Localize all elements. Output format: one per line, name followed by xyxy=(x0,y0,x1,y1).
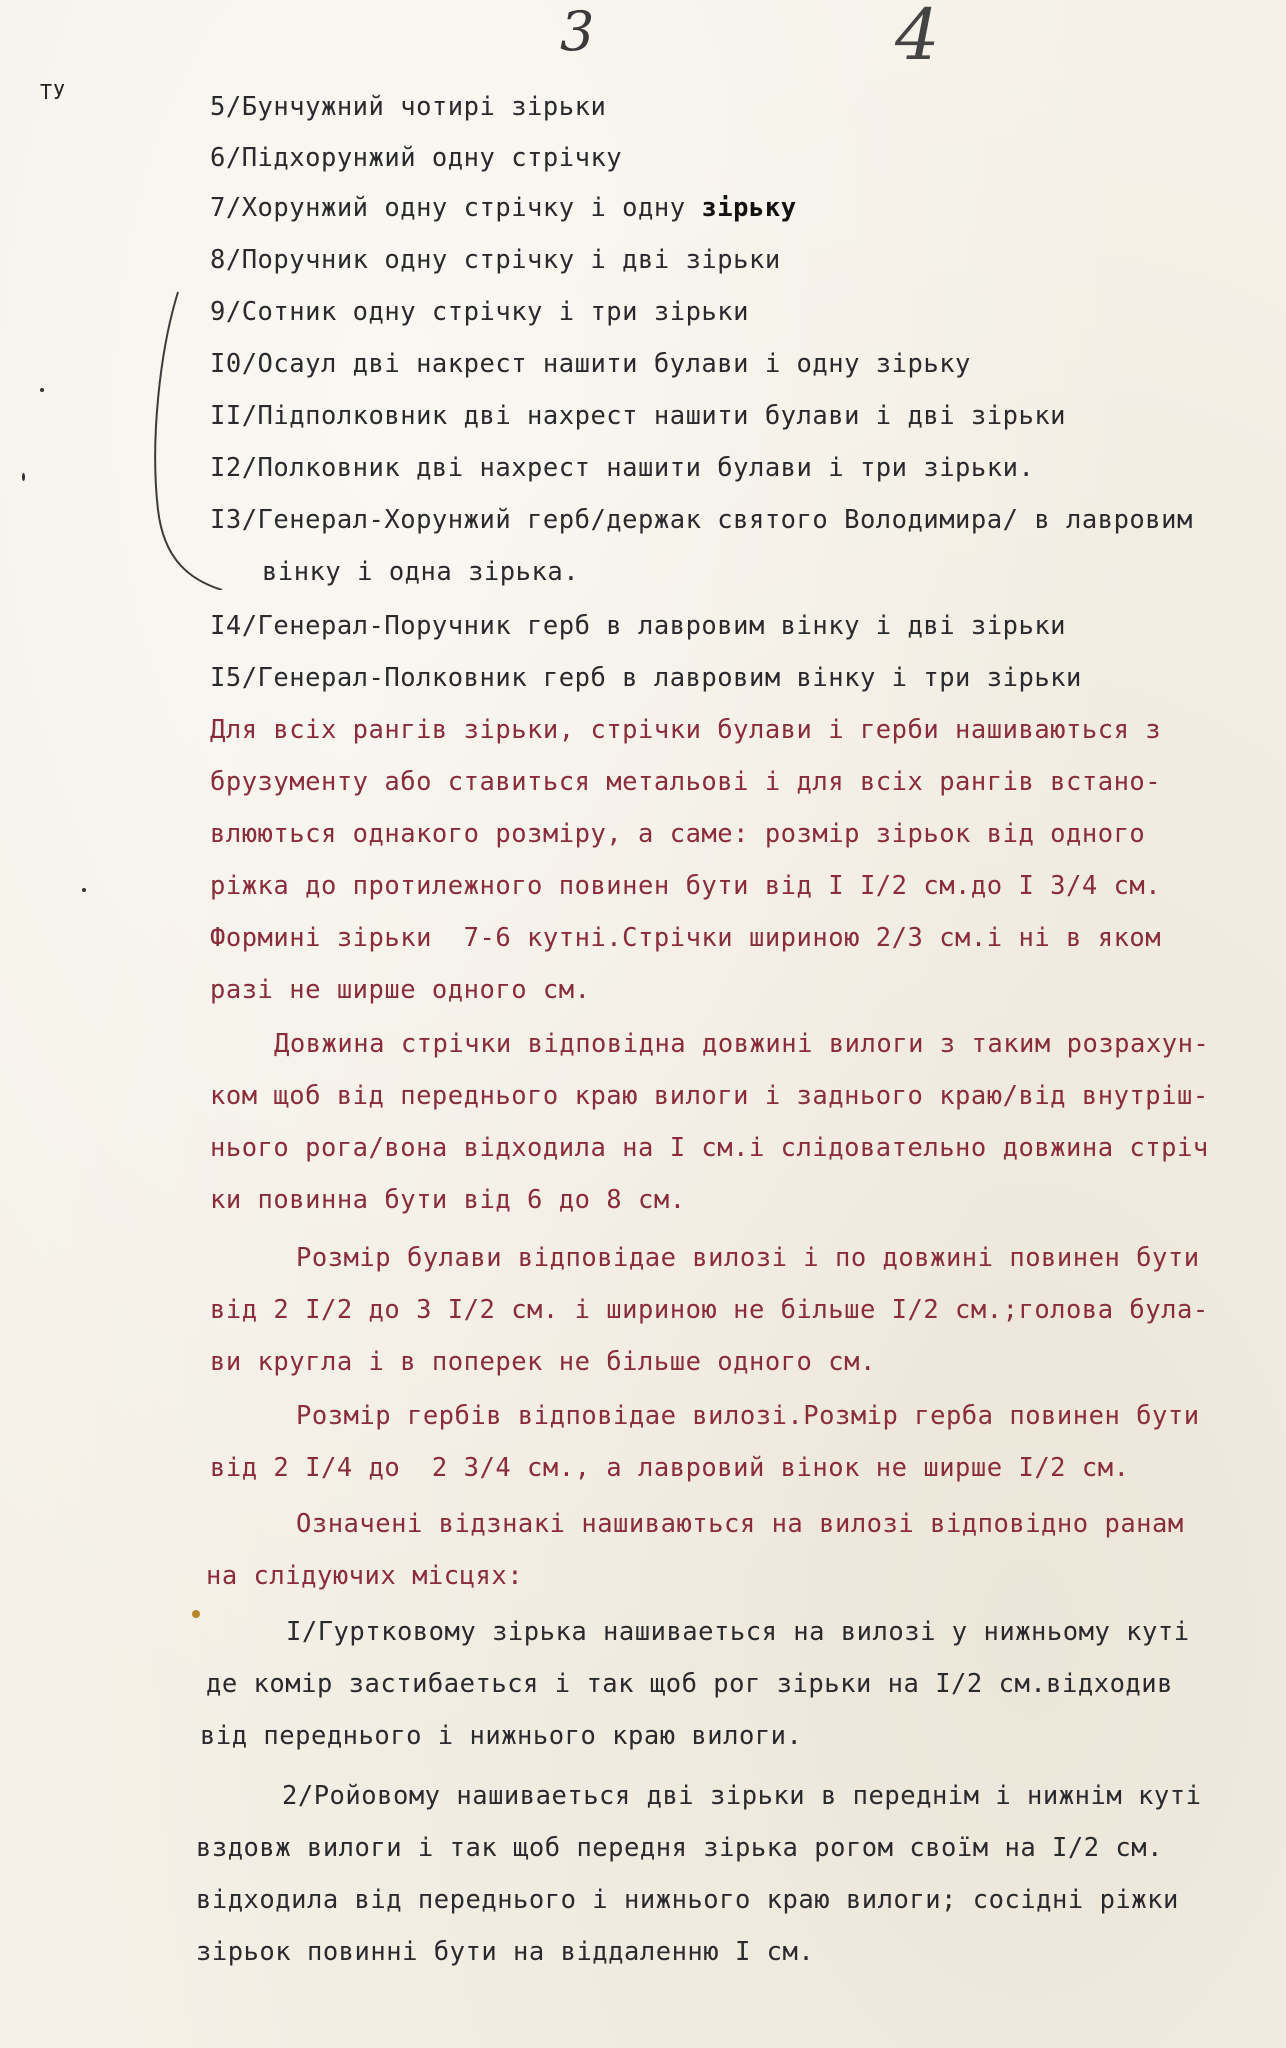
ink-speck xyxy=(40,388,44,392)
handwritten-bracket xyxy=(150,290,270,590)
text-line: влюються однакого розміру, а саме: розмір зірьок від одного xyxy=(210,819,1146,849)
text-line: I0/Осаул дві накрест нашити булави і одну зірьку xyxy=(210,349,971,379)
text-line: зірьок повинні бути на віддаленню I см. xyxy=(196,1937,815,1967)
text-line: 9/Сотник одну стрічку і три зірьки xyxy=(210,297,749,327)
text-line: II/Підполковник дві нахрест нашити булави і дві зірьки xyxy=(210,401,1067,431)
text-line: ки повинна бути від 6 до 8 см. xyxy=(210,1185,686,1215)
text-line: 6/Підхорунжий одну стрічку xyxy=(210,143,623,173)
text-line: Розмір булави відповідае вилозі і по довжині повинен бути xyxy=(296,1243,1200,1273)
text-line: Означені відзнакі нашиваються на вилозі відповідно ранам xyxy=(296,1509,1184,1539)
text-line: де комір застибаеться і так щоб рог зірьки на I/2 см.відходив xyxy=(206,1669,1173,1699)
text-line: вздовж вилоги і так щоб передня зірька рогом своїм на I/2 см. xyxy=(196,1833,1163,1863)
text-line: I5/Генерал-Полковник герб в лавровим вінку і три зірьки xyxy=(210,663,1082,693)
text-line: на слідуючих місцях: xyxy=(206,1561,524,1591)
text-line: 5/Бунчужний чотирі зірьки xyxy=(210,92,607,122)
text-line: ріжка до протилежного повинен бути від I I/2 см.до I 3/4 см. xyxy=(210,871,1162,901)
text-line: брузументу або ставиться метальові і для всіх рангів встано- xyxy=(210,767,1162,797)
text-line: Формині зірьки 7-6 кутні.Стрічки шириною 2/3 см.і ні в яком xyxy=(210,923,1162,953)
text-line: I3/Генерал-Хорунжий герб/держак святого Володимира/ в лавровим xyxy=(210,505,1193,535)
text-line-correction: зірьку xyxy=(701,193,797,223)
ink-speck xyxy=(82,888,86,892)
text-line: I4/Генерал-Поручник герб в лавровим вінку і дві зірьки xyxy=(210,611,1067,641)
text-line: від 2 I/4 до 2 3/4 см., а лавровий вінок не ширше I/2 см. xyxy=(210,1453,1130,1483)
text-line: ви кругла і в поперек не більше одного см. xyxy=(210,1347,876,1377)
ink-stain xyxy=(192,1610,200,1618)
margin-note: ТУ xyxy=(40,80,67,104)
text-line: від переднього і нижнього краю вилоги. xyxy=(200,1721,803,1751)
text-line: вінку і одна зірька. xyxy=(262,557,580,587)
text-line: I/Гуртковому зірька нашиваеться на вилозі у нижньому куті xyxy=(286,1617,1190,1647)
page-number-left: 3 xyxy=(560,0,595,63)
text-line: від 2 I/2 до 3 I/2 см. і шириною не більше I/2 см.;голова була- xyxy=(210,1295,1209,1325)
text-line: відходила від переднього і нижнього краю вилоги; сосідні ріжки xyxy=(196,1885,1179,1915)
text-line: 2/Ройовому нашиваеться дві зірьки в переднім і нижнім куті xyxy=(282,1781,1202,1811)
ink-speck xyxy=(22,473,25,481)
page-number-right: 4 xyxy=(895,0,940,76)
text-line-main: 7/Хорунжий одну стрічку і одну xyxy=(210,193,686,223)
text-line xyxy=(210,193,797,223)
text-line: Довжина стрічки відповідна довжині вилоги з таким розрахун- xyxy=(274,1029,1210,1059)
text-line: Розмір гербів відповідае вилозі.Розмір герба повинен бути xyxy=(296,1401,1200,1431)
text-line: разі не ширше одного см. xyxy=(210,975,591,1005)
text-line: ком щоб від переднього краю вилоги і заднього краю/від внутріш- xyxy=(210,1081,1209,1111)
text-line: 8/Поручник одну стрічку і дві зірьки xyxy=(210,245,781,275)
text-line: Для всіх рангів зірьки, стрічки булави і герби нашиваються з xyxy=(210,715,1162,745)
text-line: нього рога/вона відходила на I см.і слідовательно довжина стріч xyxy=(210,1133,1209,1163)
text-line: I2/Полковник дві нахрест нашити булави і три зірьки. xyxy=(210,453,1035,483)
